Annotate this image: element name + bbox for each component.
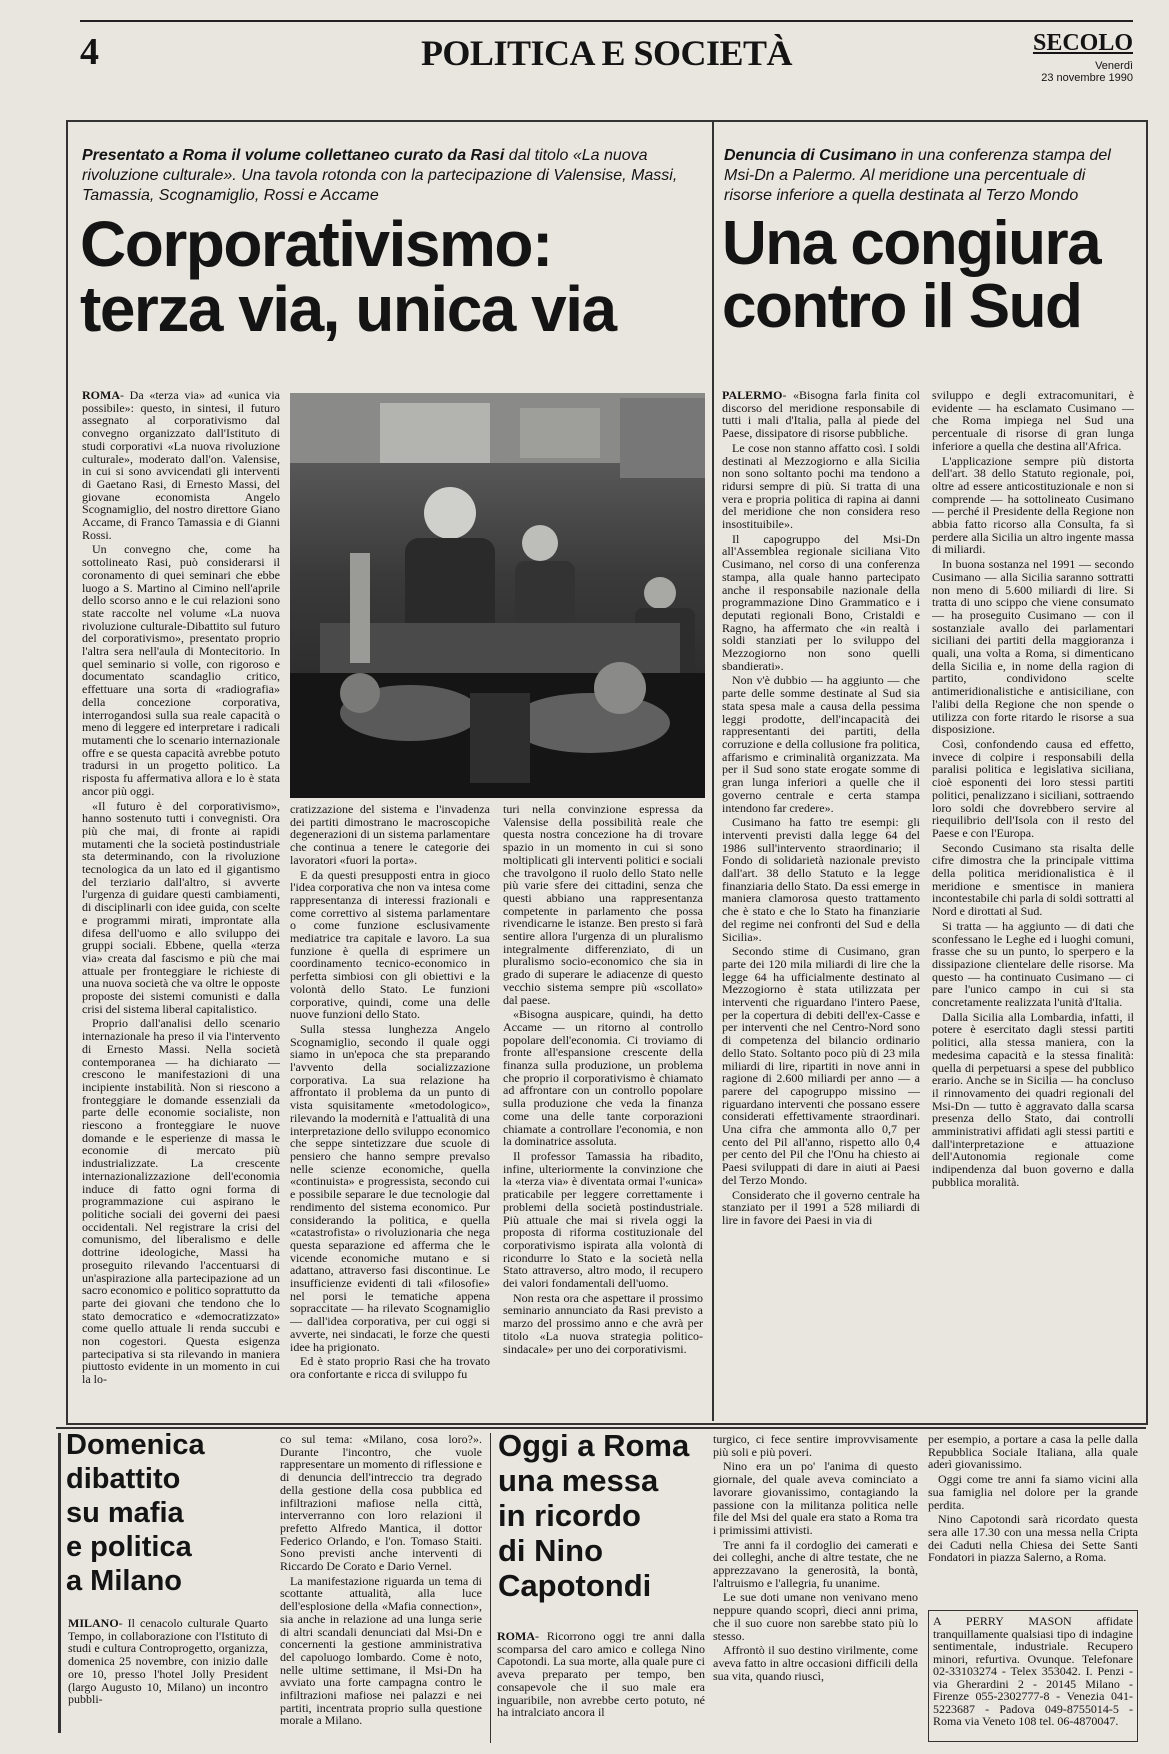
paragraph: Le cose non stanno affatto così. I soldi destinati al Mezzogiorno e alla Sicilia non sono soltanto pochi ma tendono a ridursi sempre di più. Si tratta di una vera e propria politica di rapina ai danni del meridione che non considera reso insostituibile». — [722, 440, 920, 532]
paragraph: - Ricorrono oggi tre anni dalla scomparsa del caro amico e collega Nino Capotondi. La sua morte, alla quale pure ci aveva preparato per tempo, ben consapevole che il suo male era inguaribile, non avrebbe certo potuto, né ha intralciato ancora il — [497, 1630, 705, 1720]
paragraph: per esempio, a portare a casa la pelle dalla Repubblica Sociale Italiana, alla quale aderì giovanissimo. — [928, 1433, 1138, 1472]
column-divider — [712, 120, 714, 1421]
article1-column-2 — [290, 803, 490, 1411]
article1-headline-line1: Corporativismo: — [80, 208, 552, 280]
article3-headline-line: su mafia — [66, 1497, 184, 1529]
dateline: MILANO — [68, 1617, 119, 1630]
paragraph: turi nella convinzione espressa da Valensise della possibilità reale che questa nostra concezione ha di trovare spazio in un momento in cui si sono moltiplicati gli interventi politici e sociali che travolgono il ruolo dello Stato nelle più varie sfere dei cittadini, senza che questi abbiano una rappresentanza competente in parlamento che possa rivendicarne le istanze. Ben presto si farà sentire allora l'urgenza di un pluralismo integralmente differenziato, di un pluralismo socio-economico che sia in grado di superare le adiacenze di questo vecchio sistema sempre più «scollato» dal paese. — [503, 803, 703, 1007]
article3-column-2 — [280, 1433, 482, 1745]
factory-photo — [290, 393, 705, 798]
paragraph: turgico, ci fece sentire improvvisamente più soli e più poveri. — [713, 1433, 918, 1459]
article2-column-2 — [932, 389, 1134, 1411]
article2-column-1 — [722, 389, 920, 1411]
paragraph: sviluppo e degli extracomunitari, è evidente — ha esclamato Cusimano — che Roma impiega nel Sud una percentuale di risorse di gran lunga inferiore a quella che destina all'Africa. — [932, 389, 1134, 453]
issue-full-date: 23 novembre 1990 — [1041, 72, 1133, 84]
paragraph: Oggi come tre anni fa siamo vicini alla sua famiglia nel dolore per la grande perdita. — [928, 1472, 1138, 1512]
article4-headline-line: in ricordo — [498, 1498, 641, 1533]
paragraph: cratizzazione del sistema e l'invadenza dei partiti dimostrano le macroscopiche degenerazioni di un sistema parlamentare che continua a tenere le categorie dei lavoratori «fuori la porta». — [290, 803, 490, 867]
article3-left-bar — [58, 1433, 61, 1733]
page-header — [80, 20, 1133, 84]
paragraph: Non resta ora che aspettare il prossimo seminario annunciato da Rasi previsto a marzo del prossimo anno e che avrà per titolo «La nuova strategia politico-sindacale» per uno dei corporativismi. — [503, 1290, 703, 1356]
article2-kicker-rest: in una conferenza stampa del Msi-Dn a Palermo. Al meridione una percentuale di risorse inferiore a quella destinata al Terzo Mondo — [724, 147, 1111, 204]
issue-date — [1041, 60, 1133, 84]
paragraph: Sulla stessa lunghezza Angelo Scognamiglio, secondo il quale oggi siamo in un'epoca che sta preparando l'avvento della socializzazione corporativa. La sua relazione ha affrontato il problema da un punto di vista squisitamente «metodologico», rilevando la modernità e l'attualità di una interpretazione dello sviluppo economico che seppe sintetizzare due scuole di pensiero che hanno sempre prevalso nelle scienze economiche, quella «continuista» e progressista, secondo cui e possibile separare le due tecnologie dal rendimento del sistema economico. Pur considerando la politica, e quella «catastrofista» o rivoluzionaria che nega questa separazione ed afferma che le vicende economiche mutano e si adattano, attraverso fasi discontinue. Le insufficienze evidenti di tali «filosofie» nel porsi le tematiche appena sopraccitate — ha rilevato Scognamiglio — dall'idea corporativa, per cui oggi si avverte, nei sindacati, le forze che questi idee ha prigionato. — [290, 1021, 490, 1354]
paragraph: Il capogruppo del Msi-Dn all'Assemblea regionale siciliana Vito Cusimano, nel corso di una conferenza stampa, alla quale hanno partecipato anche il responsabile nazionale della programmazione Dino Grammatico e i deputati regionali Bono, Cristaldi e Ragno, ha affermato che «in realtà i soldi stanziati per lo sviluppo del Mezzogiorno non sono quelli sbandierati». — [722, 531, 920, 673]
article4-column-3 — [928, 1433, 1138, 1603]
article1-kicker — [82, 146, 692, 206]
dateline: ROMA — [82, 389, 120, 402]
article1-column-1 — [82, 389, 280, 1411]
article2-headline — [722, 209, 1132, 342]
paragraph: co sul tema: «Milano, cosa loro?». Durante l'incontro, che vuole rappresentare un momento di riflessione e di denuncia dell'intreccio tra degrado della gestione della cosa pubblica ed infiltrazioni mafiose nella città, interverranno con loro relazioni il prefetto Alfredo Mantica, il dottor Federico Orlando, e l'on. Tomaso Staiti. Sono previsti anche interventi di Riccardo De Corato e Dario Vernel. — [280, 1433, 482, 1574]
masthead: SECOLO — [1032, 30, 1133, 56]
factory-workers-photo — [290, 393, 705, 798]
paragraph: La manifestazione riguarda un tema di scottante attualità, alla luce dell'esplosione della «Mafia connection», sia anche in relazione ad una lunga serie di altri scandali denunciati dal Msi-Dn e concernenti la gestione amministrativa del capoluogo lombardo. Come è noto, nelle ultime settimane, il Msi-Dn ha avviato una forte campagna contro le infiltrazioni mafiose nei palazzi e nei partiti, incentrata proprio sulla questione morale a Milano. — [280, 1573, 482, 1728]
article4-column-1 — [497, 1630, 705, 1745]
article4-headline — [498, 1428, 708, 1603]
page-number: 4 — [80, 31, 99, 73]
paragraph: In buona sostanza nel 1991 — secondo Cusimano — alla Sicilia saranno sottratti non meno di 5.600 miliardi di lire. Si tratta di uno scippo che viene consumato — ha proseguito Cusimano — con il sostanziale avallo dei parlamentari siciliani dei partiti della maggioranza i quali, una volta a Roma, si dimenticano della Sicilia e, in nome della ragion di partito, condividono scelte antimeridionalistiche e antisiciliane, con l'alibi della Regione che non spende o utilizza con forte ritardo le risorse a sua disposizione. — [932, 557, 1134, 737]
article3-headline-line: dibattito — [66, 1463, 181, 1495]
article3-headline-line: Domenica — [66, 1429, 205, 1461]
issue-day: Venerdì — [1095, 60, 1133, 72]
paragraph: Così, confondendo causa ed effetto, invece di colpire i responsabili della paralisi politica e legislativa siciliana, cioè esponenti dei loro stessi partiti politici, penalizzano i siciliani, sottraendo loro soldi che dovrebbero servire al riequilibrio dell'Isola con il resto del Paese e con l'Europa. — [932, 736, 1134, 840]
article4-headline-line: Capotondi — [498, 1568, 652, 1603]
article1-headline — [80, 208, 700, 346]
article4-headline-line: una messa — [498, 1463, 659, 1498]
paragraph: E da questi presupposti entra in gioco l'idea corporativa che non va intesa come rappresentanza di interessi frazionali e come correttivo al sistema parlamentare o come funzione esclusivamente mediatrice tra capitale e lavoro. La sua funzione è quella di esprimere un coordinamento tecnico-economico in perfetta simbiosi con gli obiettivi e la volontà dello Stato. Le funzioni corporative, quindi, come una delle nuove funzioni dello Stato. — [290, 867, 490, 1022]
paragraph: «Il futuro è del corporativismo», hanno sostenuto tutti i convegnisti. Ora più che mai, di fronte ai rapidi mutamenti che la società postindustriale sta determinando, con la rivoluzione tecnologica da un lato ed il gigantismo del terziario dall'altro, si avverte l'urgenza di guidare questi cambiamenti, di disciplinarli con idee guida, con scelte e programmi mirati, improntate alla difesa dell'uomo e allo sviluppo dei gruppi sociali. Ebbene, quella «terza via» creata dal fascismo e più che mai attuale per fronteggiare le richieste di una nuova società che va oltre le opposte proposte dei sistemi comunisti e dalla crisi del sistema liberal capitalistico. — [82, 798, 280, 1016]
paragraph: - Da «terza via» ad «unica via possibile»: questo, in sintesi, il futuro assegnato al corporativismo dal convegno organizzato dall'Istituto di studi corporativi «La nuova rivoluzione culturale», moderato dall'on. Valensise, in cui si sono avvicendati gli interventi di Gaetano Rasi, di Ernesto Massi, del giovane economista Angelo Scognamiglio, del nostro direttore Giano Accame, di Franco Tamassia e di Gianni Rossi. — [82, 389, 280, 542]
article1-column-3 — [503, 803, 703, 1411]
paragraph: Proprio dall'analisi dello scenario internazionale ha preso il via l'intervento di Ernesto Massi. Nella società contemporanea — ha dichiarato — crescono le manifestazioni di una incipiente instabilità. Non si riescono a fronteggiare le domande essenziali da parte delle economie socialiste, non riescono a fronteggiare le nuove domande e le esperienze di massa le economie di mercato più industrializzate. La crescente internazionalizzazione dell'economia induce di fatto ogni forma di programmazione cui aspirano le politiche sociali dei governi dei paesi occidentali. Nel registrare la crisi del comunismo, del liberalismo e delle dottrine ideologiche, Massi ha proseguito rilevando l'accentuarsi di un'aspirazione alla partecipazione ad un sacro economico e politico soprattutto da parte dei giovani che tendono che lo stato democratico e «democratizzato» come quello attuale li renda succubi e non cogestori. Questa esigenza partecipativa si sta rilevando in maniera piuttosto evidente in un momento in cui la lo- — [82, 1016, 280, 1387]
article1-kicker-bold: Presentato a Roma il volume collettaneo curato da Rasi — [82, 147, 505, 164]
paragraph: Affrontò il suo destino virilmente, come aveva fatto in altre occasioni difficili della sua vita, quando riuscì, — [713, 1643, 918, 1683]
article4-column-2 — [713, 1433, 918, 1745]
paragraph: Nino Capotondi sarà ricordato questa sera alle 17.30 con una messa nella Cripta dei Caduti nella Chiesa dei Sette Santi Fondatori in piazza Salerno, a Roma. — [928, 1512, 1138, 1565]
paragraph: Ed è stato proprio Rasi che ha trovato ora confortante e ricca di sviluppo fu — [290, 1354, 490, 1381]
paragraph: Secondo Cusimano sta risalta delle cifre dimostra che la principale vittima della politica meridionalistica è il meridione e smentisce in maniera incontestabile chi parla di soldi sottratti al Nord e dirottati al Sud. — [932, 840, 1134, 919]
article2-kicker-bold: Denuncia di Cusimano — [724, 147, 897, 164]
article2-headline-line2: contro il Sud — [722, 272, 1082, 342]
article4-headline-line: di Nino — [498, 1533, 604, 1568]
paragraph: Non v'è dubbio — ha aggiunto — che parte delle somme destinate al Sud sia stata spesa male a causa della pessima leggi prodotte, dell'incapacità dei rappresentanti dei partiti, della corruzione e della collusione fra politica, affarismo e criminalità organizzata. Ma per il Sud sono state erogate somme di gran lunga inferiori a quelle che il governo centrale e certa stampa intendono far credere». — [722, 673, 920, 815]
paragraph: Considerato che il governo centrale ha stanziato per il 1991 a 528 miliardi di lire in favore dei Paesi in via di — [722, 1187, 920, 1227]
paragraph: Secondo stime di Cusimano, gran parte dei 120 mila miliardi di lire che la legge 64 ha ufficialmente destinato al Mezzogiorno è stata utilizzata per interventi che riguardano l'intero Paese, per la copertura di debiti dell'ex-Casse e per interventi che nel Centro-Nord sono di competenza del bilancio ordinario dello Stato. Soltanto poco più di 23 mila miliardi di lire, ripartiti in nove anni in ragione di 2.600 miliardi per anno — a parere del capogruppo missino — riguardano interventi che possano essere considerati effettivamente straordinari. Una cifra che ammonta allo 0,7 per cento del Pil all'anno, rispetto allo 0,4 per cento del Pil che l'Onu ha chiesto ai Paesi sviluppati di dare in aiuti ai Paesi del Terzo Mondo. — [722, 944, 920, 1187]
paragraph: Tre anni fa il cordoglio dei camerati e dei colleghi, anche di altre testate, che ne apprezzavano la generosità, la bontà, l'altruismo e l'allegria, fu unanime. — [713, 1537, 918, 1590]
dateline: PALERMO — [722, 389, 783, 402]
paragraph: - Il cenacolo culturale Quarto Tempo, in collaborazione con l'Istituto di studi e cultura Controprogetto, organizza, domenica 25 novembre, con inizio dalle ore 10, presso l'hotel Jolly President (largo Augusto 10, Milano) un incontro pubbli- — [68, 1617, 268, 1707]
article1-headline-line2: terza via, unica via — [80, 273, 616, 346]
article3-headline — [66, 1428, 266, 1598]
article3-headline-line: e politica — [66, 1531, 192, 1563]
paragraph: Un convegno che, come ha sottolineato Rasi, può considerarsi il coronamento di quei seminari che ebbe luogo a S. Martino al Cimino nell'aprile dello scorso anno e le cui relazioni sono state raccolte nel volume «La nuova rivoluzione culturale-Dibattito sul futuro del corporativismo», presentato proprio l'altra sera nell'aula di Montecitorio. In quel seminario si volle, con rigoroso e documentato scandaglio critico, effettuare una sorta di «radiografia» della concezione corporativa, interrogandosi sulla sua reale capacità o meno di leggere ed interpretare i radicali mutamenti che lo scenario internazionale offre e se questa capacità avrebbe potuto tradursi in un progetto politico. La risposta fu affermativa allora e lo è stata ancor più oggi. — [82, 542, 280, 798]
paragraph: Nino era un po' l'anima di questo giornale, del quale aveva cominciato a lavorare giovanissimo, contagiando la passione con la militanza politica nelle file del Msi del quale era stato a Roma tra i primissimi attivisti. — [713, 1459, 918, 1537]
paragraph: Dalla Sicilia alla Lombardia, infatti, il potere è esercitato dagli stessi partiti politici, alla stessa maniera, con la medesima capacità e la stessa finalità: quella di perpetuarsi a spese del pubblico erario. Anche se in Sicilia — ha concluso il rinnovamento dei quadri regionali del Msi-Dn — tutto è aggravato dalla scarsa presenza dello Stato, dai controlli amministrativi affidati agli stessi partiti e dall'interpretazione e attuazione dell'Autonomia regionale come indipendenza dal buon governo e dalla pubblica moralità. — [932, 1009, 1134, 1189]
section-title: POLITICA E SOCIETÀ — [420, 33, 793, 73]
column-divider — [490, 1433, 491, 1743]
article2-kicker — [724, 146, 1134, 206]
classified-advert: A PERRY MASON affidate tranquillamente qualsiasi tipo di indagine sentimentale, industriale. Recupero minori, refurtiva. Ovunque. Telefonare 02-33103274 - Telex 353042. I. Penzi - via Gherardini 2 - 20145 Milano - Firenze 055-2302777-8 - Venezia 041-5223687 - Padova 049-8755014-5 - Roma via Veneto 108 tel. 06-4870047. — [928, 1610, 1138, 1742]
article2-headline-line1: Una congiura — [722, 209, 1101, 278]
paragraph: «Bisogna auspicare, quindi, ha detto Accame — un ritorno al controllo popolare dell'economia. Ci troviamo di fronte all'espansione crescente della finanza sulla produzione, un problema che proprio il corporativismo è chiamato ad affrontare con un controllo popolare sulla produzione che veda la finanza come una delle tante corporazioni chiamate a controllare l'economia, e non la dominatrice assoluta. — [503, 1007, 703, 1149]
paragraph: Si tratta — ha aggiunto — di dati che sconfessano le Leghe ed i luoghi comuni, frasse che su un punto, lo sperpero e la dissipazione clientelare delle risorse. Ma questo — ha continuato Cusimano — ci pare l'unico campo in cui si sta concretamente realizzata l'unità d'Italia. — [932, 918, 1134, 1010]
article4-headline-line: Oggi a Roma — [498, 1428, 690, 1463]
article3-headline-line: a Milano — [66, 1565, 183, 1597]
paragraph: - «Bisogna farla finita col discorso del meridione responsabile di tutti i mali d'Italia, palla al piede del Paese, dissipatore di risorse pubbliche. — [722, 389, 920, 441]
paragraph: Le sue doti umane non venivano meno neppure quando scoprì, dieci anni prima, che il suo cuore non sarebbe stato più lo stesso. — [713, 1590, 918, 1643]
paragraph: Il professor Tamassia ha ribadito, infine, ulteriormente la convinzione che la «terza via» è diventata ormai l'«unica» praticabile per leggere correttamente i problemi della società postindustriale. Più attuale che mai si rivela oggi la proposta di riforma costituzionale del corporativismo ispirata alla volontà di ricondurre lo Stato e la società nella Stato attraverso, altro modo, il recupero dei valori fondamentali dell'uomo. — [503, 1148, 703, 1291]
paragraph: L'applicazione sempre più distorta dell'art. 38 dello Statuto regionale, poi, oltre ad essere anticostituzionale e non si comprende — ha sottolineato Cusimano — perché il Presidente della Regione non abbia fatto ricorso alla Consulta, fa sì perdere alla Sicilia un altro ingente massa di miliardi. — [932, 453, 1134, 557]
dateline: ROMA — [497, 1630, 535, 1643]
article3-column-1 — [68, 1617, 268, 1745]
article1-kicker-rest: dal titolo «La nuova rivoluzione culturale». Una tavola rotonda con la partecipazione di Valensise, Massi, Tamassia, Scognamiglio, Rossi e Accame — [82, 147, 678, 204]
paragraph: Cusimano ha fatto tre esempi: gli interventi previsti dalla legge 64 del 1986 sull'intervento straordinario; il Fondo di solidarietà nazionale previsto dall'art. 38 dello Statuto e la legge finanziaria dello Stato. Da essi emerge in maniera clamorosa questo trattamento che è stato e che lo Stato ha finanziarie del regime nei confronti del Sud e della Sicilia». — [722, 815, 920, 944]
